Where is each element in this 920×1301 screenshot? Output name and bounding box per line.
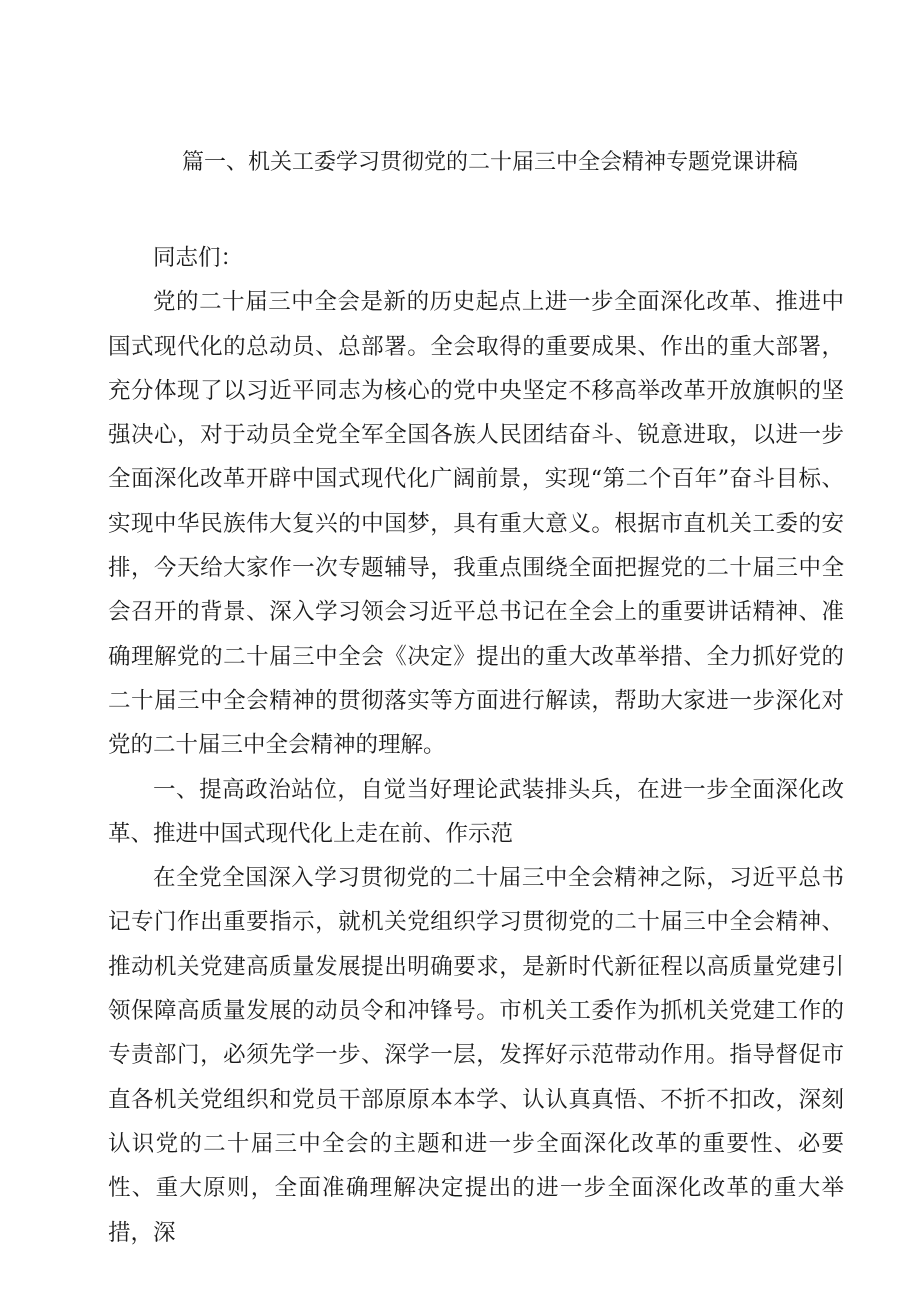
section-heading: 一、提高政治站位，自觉当好理论武装排头兵，在进一步全面深化改革、推进中国式现代化上走在前、作示范 (108, 776, 844, 847)
document-body (108, 236, 844, 1255)
salutation: 同志们： (153, 245, 244, 271)
body-paragraph: 在全党全国深入学习贯彻党的二十届三中全会精神之际，习近平总书记专门作出重要指示，就机关党组织学习贯彻党的二十届三中全会精神、推动机关党建高质量发展提出明确要求，是新时代新征程以高质量党建引领保障高质量发展的动员令和冲锋号。市机关工委作为抓机关党建工作的专责部门，必须先学一步、深学一层，发挥好示范带动作用。指导督促市直各机关党组织和党员干部原原本本学、认认真真悟、不折不扣改，深刻认识党的二十届三中全会的主题和进一步全面深化改革的重要性、必要性、重大原则，全面准确理解决定提出的进一步全面深化改革的重大举措，深 (108, 865, 844, 1246)
body-paragraph: 党的二十届三中全会是新的历史起点上进一步全面深化改革、推进中国式现代化的总动员、总部署。全会取得的重要成果、作出的重大部署，充分体现了以习近平同志为核心的党中央坚定不移高举改革开放旗帜的坚强决心，对于动员全党全军全国各族人民团结奋斗、锐意进取，以进一步全面深化改革开辟中国式现代化广阔前景，实现“第二个百年”奋斗目标、实现中华民族伟大复兴的中国梦，具有重大意义。根据市直机关工委的安排，今天给大家作一次专题辅导，我重点围绕全面把握党的二十届三中全会召开的背景、深入学习领会习近平总书记在全会上的重要讲话精神、准确理解党的二十届三中全会《决定》提出的重大改革举措、全力抓好党的二十届三中全会精神的贯彻落实等方面进行解读，帮助大家进一步深化对党的二十届三中全会精神的理解。 (108, 289, 844, 759)
document-title: 篇一、机关工委学习贯彻党的二十届三中全会精神专题党课讲稿 (181, 150, 798, 175)
